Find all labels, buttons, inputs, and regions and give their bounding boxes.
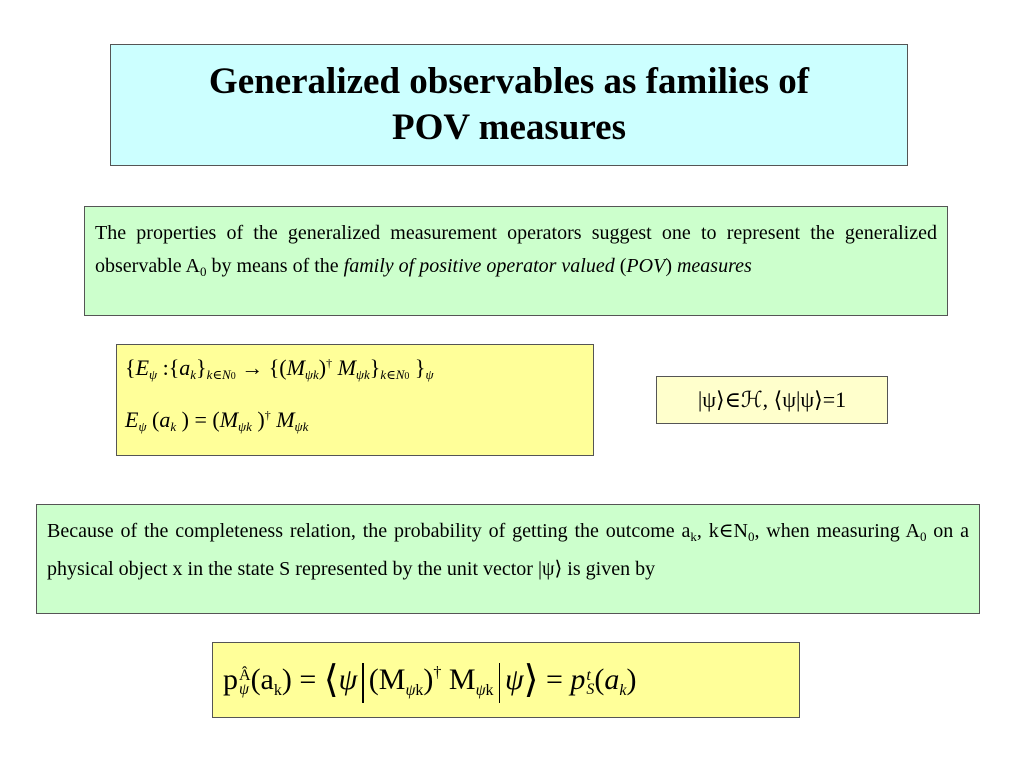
completeness-paragraph <box>36 504 980 614</box>
para1-italic-1: family of positive operator valued <box>343 255 615 277</box>
title-line-2: POV measures <box>392 107 626 148</box>
para1-text-4: ) <box>665 255 677 277</box>
slide-title <box>110 44 908 166</box>
para2-text-2: , k∈N <box>696 520 748 542</box>
para1-sub: 0 <box>199 264 207 279</box>
para1-text-1: The properties of the generalized measurement operators suggest one to represent the generalized observable A <box>95 222 937 277</box>
para2-sub-2: 0 <box>747 529 755 544</box>
para2-text-1: Because of the completeness relation, the probability of getting the outcome a <box>47 520 691 542</box>
formula2-expression: p Â ψ $(a_k)$ = ⟨ψ $(M_{\psi k})^\dagger$ $M_{\psi k}$ ψ⟩ = p t S $(a_k)$ <box>223 659 637 702</box>
para1-text-3: ( <box>614 255 627 277</box>
para1-italic-2: POV <box>626 255 666 277</box>
para2-text-3: , when measuring A <box>754 520 920 542</box>
para1-text-2: by means of the <box>206 255 344 277</box>
para2-sub-1: k <box>690 529 697 544</box>
formula1-line-1: {$E_\psi$ $:\{a_k\}_{k\in N0} \to \{(M_{\psi k})^\dagger$ $M_{\psi k}\}_{k\in N0}$ }$_\psi$ <box>125 355 434 382</box>
formula1-line-2: $E_\psi$ ($a_k$ ) = ($M_{\psi k}$ )† $M_{\psi k}$ <box>125 407 309 434</box>
normalized-state-condition: |ψ⟩∈ℋ, ⟨ψ|ψ⟩=1 <box>656 376 888 424</box>
para2-sub-3: 0 <box>919 529 927 544</box>
para1-italic-3: measures <box>676 255 752 277</box>
probability-formula <box>212 642 800 718</box>
title-line-1: Generalized observables as families of <box>208 61 810 102</box>
para2-text-4: on a physical object x in the state S represented by the unit vector |ψ⟩ is given by <box>47 520 969 580</box>
pov-definition-formula <box>116 344 594 456</box>
properties-paragraph <box>84 206 948 316</box>
